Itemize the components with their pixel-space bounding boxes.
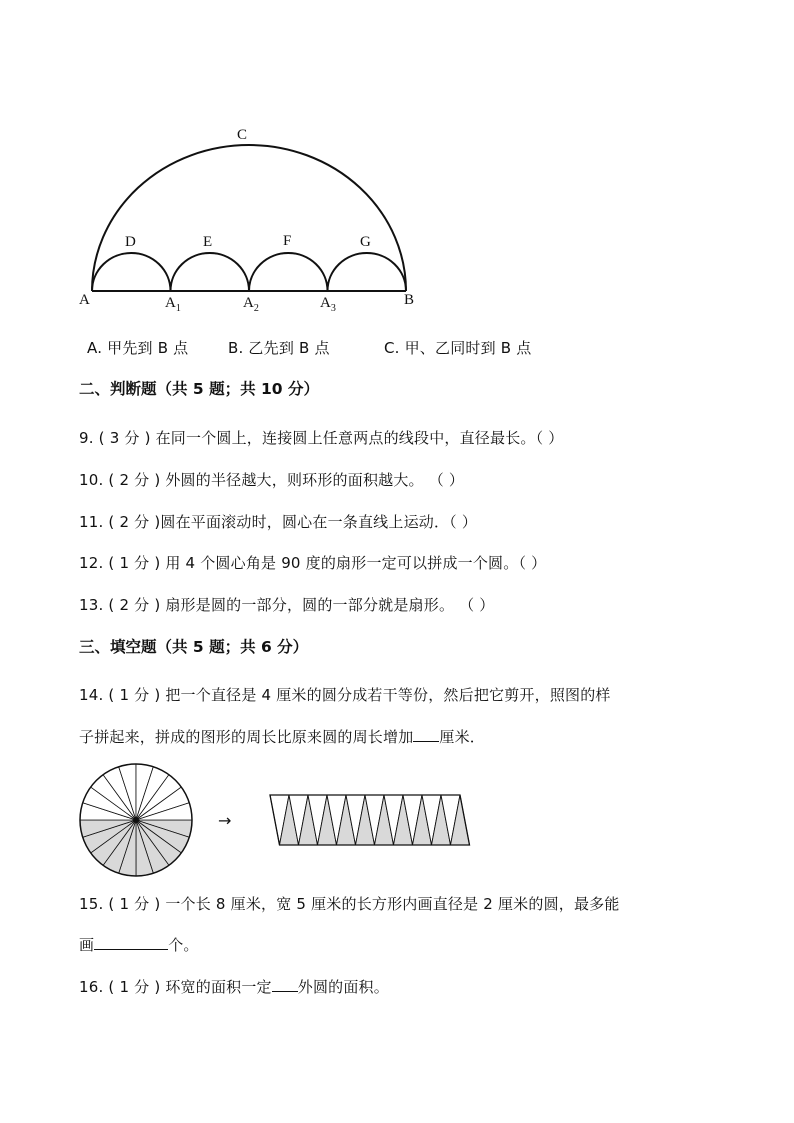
choice-b: B. 乙先到 B 点 [228,339,330,357]
question-9: 9. ( 3 分 ) 在同一个圆上，连接圆上任意两点的线段中，直径最长。（ ） [79,429,564,447]
section3-title: 三、填空题（共 5 题；共 6 分） [79,638,309,656]
arrow-icon: → [218,811,232,830]
question-16 [79,976,389,997]
label-a: A [79,292,90,308]
question-16-text-before: 16. ( 1 分 ) 环宽的面积一定 [79,978,272,996]
label-a1-main: A [165,295,176,311]
choice-a: A. 甲先到 B 点 [87,339,189,357]
question-14-text-before: 子拼起来，拼成的图形的周长比原来圆的周长增加 [79,728,414,746]
question-15-text-after: 个。 [168,936,199,954]
label-g: G [360,234,371,250]
question-13: 13. ( 2 分 ) 扇形是圆的一部分，圆的一部分就是扇形。 （ ） [79,596,495,614]
label-a2-main: A [243,295,254,311]
label-c: C [237,127,248,143]
question-12: 12. ( 1 分 ) 用 4 个圆心角是 90 度的扇形一定可以拼成一个圆。（ ） [79,554,547,572]
label-a1-subscript: 1 [175,303,181,314]
label-d: D [125,234,136,250]
label-a3-main: A [320,295,331,311]
label-b: B [404,292,415,308]
question-11: 11. ( 2 分 )圆在平面滚动时，圆心在一条直线上运动．（ ） [79,513,478,531]
label-a2-subscript: 2 [253,303,259,314]
choice-c: C. 甲、乙同时到 B 点 [384,339,532,357]
rearranged-strip [270,795,470,845]
question-16-text-after: 外圆的面积。 [297,978,389,996]
question-14-line1: 14. ( 1 分 ) 把一个直径是 4 厘米的圆分成若干等份，然后把它剪开，照图的样 [79,686,611,704]
question-14-text-after: 厘米． [439,728,486,746]
answer-blank-15[interactable] [94,935,168,950]
question-15-text-before: 画 [79,936,95,954]
label-a3-subscript: 3 [330,303,336,314]
question-10: 10. ( 2 分 ) 外圆的半径越大，则环形的面积越大。 （ ） [79,471,465,489]
label-e: E [203,234,213,250]
question-15-line2 [79,934,199,955]
label-f: F [283,233,292,249]
answer-blank-16[interactable] [272,977,298,992]
section2-title: 二、判断题（共 5 题；共 10 分） [79,380,319,398]
question-15-line1: 15. ( 1 分 ) 一个长 8 厘米，宽 5 厘米的长方形内画直径是 2 厘米的圆，最多能 [79,895,620,913]
